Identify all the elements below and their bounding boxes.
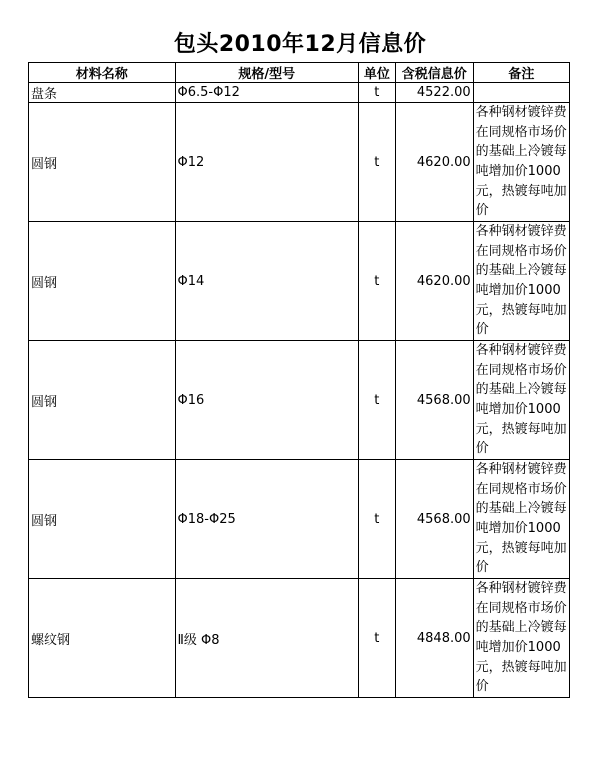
table-row [29, 103, 570, 222]
cell-name: 圆钢 [29, 103, 176, 222]
cell-note: 各种钢材镀锌费在同规格市场价的基础上冷镀每吨增加价1000元，热镀每吨加价 [473, 222, 569, 341]
header-name: 材料名称 [29, 63, 176, 83]
cell-price: 4568.00 [395, 341, 473, 460]
cell-unit: t [358, 460, 395, 579]
cell-price: 4522.00 [395, 83, 473, 103]
cell-note: 各种钢材镀锌费在同规格市场价的基础上冷镀每吨增加价1000元，热镀每吨加价 [473, 341, 569, 460]
cell-unit: t [358, 222, 395, 341]
page-title: 包头2010年12月信息价 [173, 32, 427, 57]
cell-note [473, 83, 569, 103]
cell-unit: t [358, 579, 395, 698]
cell-note: 各种钢材镀锌费在同规格市场价的基础上冷镀每吨增加价1000元，热镀每吨加价 [473, 579, 569, 698]
header-spec: 规格/型号 [175, 63, 358, 83]
cell-spec: Φ14 [175, 222, 358, 341]
table-row [29, 83, 570, 103]
table-row [29, 222, 570, 341]
cell-unit: t [358, 341, 395, 460]
table-row [29, 579, 570, 698]
header-row [29, 63, 570, 83]
cell-note: 各种钢材镀锌费在同规格市场价的基础上冷镀每吨增加价1000元，热镀每吨加价 [473, 103, 569, 222]
cell-name: 圆钢 [29, 460, 176, 579]
header-price: 含税信息价 [395, 63, 473, 83]
cell-spec: Ⅱ级 Φ8 [175, 579, 358, 698]
cell-price: 4620.00 [395, 222, 473, 341]
cell-spec: Φ18-Φ25 [175, 460, 358, 579]
table-row [29, 341, 570, 460]
cell-spec: Φ12 [175, 103, 358, 222]
cell-price: 4620.00 [395, 103, 473, 222]
cell-name: 盘条 [29, 83, 176, 103]
cell-price: 4568.00 [395, 460, 473, 579]
header-note: 备注 [473, 63, 569, 83]
header-unit: 单位 [358, 63, 395, 83]
cell-name: 圆钢 [29, 341, 176, 460]
cell-spec: Φ6.5-Φ12 [175, 83, 358, 103]
cell-name: 圆钢 [29, 222, 176, 341]
cell-name: 螺纹钢 [29, 579, 176, 698]
cell-unit: t [358, 83, 395, 103]
cell-note: 各种钢材镀锌费在同规格市场价的基础上冷镀每吨增加价1000元，热镀每吨加价 [473, 460, 569, 579]
cell-spec: Φ16 [175, 341, 358, 460]
cell-unit: t [358, 103, 395, 222]
price-table [28, 62, 570, 698]
table-row [29, 460, 570, 579]
cell-price: 4848.00 [395, 579, 473, 698]
